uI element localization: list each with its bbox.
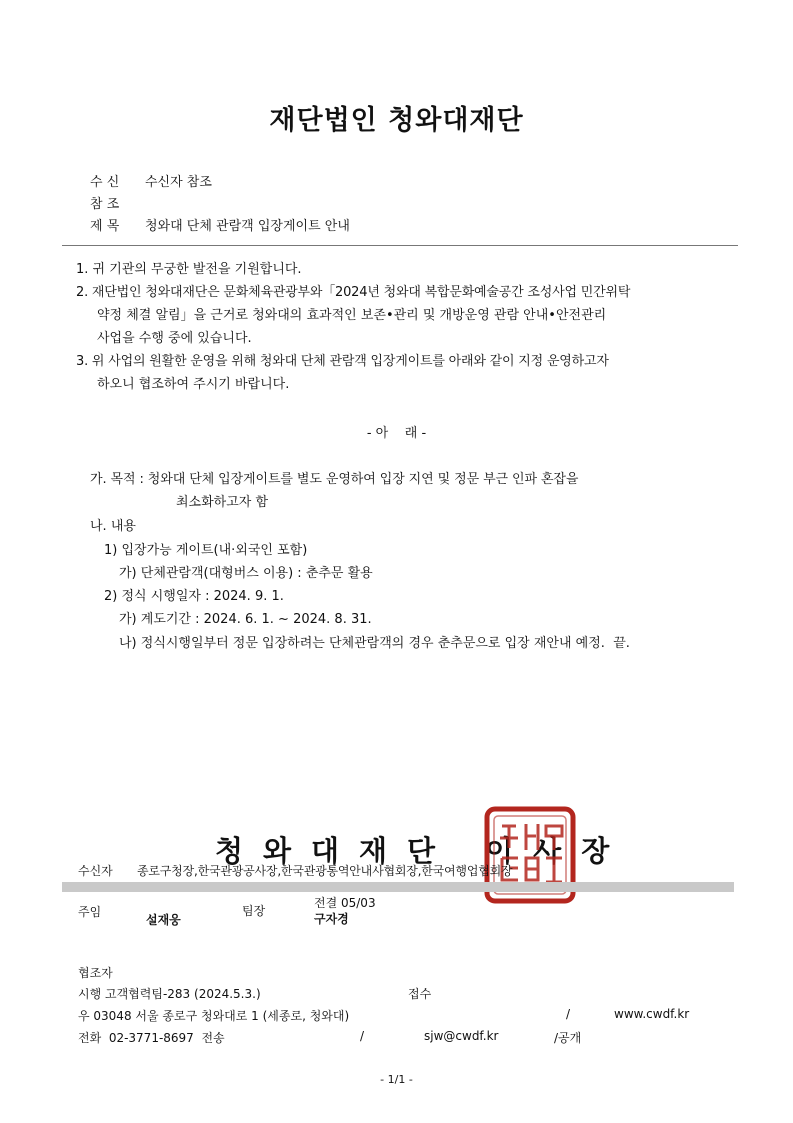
content-item-2b: 나) 정식시행일부터 정문 입장하려는 단체관람객의 경우 춘추문으로 입장 재안내 예정. 끝. [119,636,630,651]
cooperator-label: 협조자 [78,966,113,980]
drafter-label: 주임 [78,905,102,919]
fax-separator: / [360,1029,365,1043]
paragraph-2-line-1: 2. 재단법인 청와대재단은 문화체육관광부와「2024년 청와대 복합문화예술공간 조성사업 민간위탁 [76,285,631,300]
recipient-value: 수신자 참조 [145,175,212,190]
sender-name: 청와대재단 이사장 [215,834,630,868]
subject-value: 청와대 단체 관람객 입장게이트 안내 [145,219,350,234]
content-item-1a: 가) 단체관람객(대형버스 이용) : 춘추문 활용 [119,566,373,581]
recipients-list: 종로구청장,한국관광공사장,한국관광통역안내사협회장,한국여행업협회장 [137,864,513,878]
address: 우 03048 서울 종로구 청와대로 1 (세종로, 청와대) [78,1009,350,1023]
purpose-line-2: 최소화하고자 함 [176,495,269,510]
team-leader-label: 팀장 [242,904,266,918]
recipient-label: 수 신 [90,175,120,190]
final-approver-name: 구자경 [314,912,349,926]
reference-label: 참 조 [90,197,120,212]
recipients-label: 수신자 [78,864,113,878]
content-item-2: 2) 정식 시행일자 : 2024. 9. 1. [104,589,284,604]
header-divider [62,245,738,246]
paragraph-2-line-2: 약정 체결 알림」을 근거로 청와대의 효과적인 보존•관리 및 개방운영 관람 안내•안전관리 [97,308,607,323]
enforcement-info: 시행 고객협력팀-283 (2024.5.3.) [78,987,261,1001]
document-title: 재단법인 청와대재단 [269,105,524,136]
content-heading: 나. 내용 [90,519,136,534]
below-heading: - 아 래 - [366,426,427,441]
purpose-line-1: 가. 목적 : 청와대 단체 입장게이트를 별도 운영하여 입장 지연 및 정문 부근 인파 혼잡을 [90,472,579,487]
drafter-name: 설재웅 [146,913,181,927]
address-separator: / [566,1007,571,1021]
paragraph-1: 1. 귀 기관의 무궁한 발전을 기원합니다. [76,262,302,277]
receipt-label: 접수 [408,987,432,1001]
approval-band [62,882,734,892]
paragraph-3-line-1: 3. 위 사업의 원활한 운영을 위해 청와대 단체 관람객 입장게이트를 아래와 같이 지정 운영하고자 [76,354,609,369]
paragraph-3-line-2: 하오니 협조하여 주시기 바랍니다. [97,377,290,392]
subject-label: 제 목 [90,219,120,234]
phone-fax: 전화 02-3771-8697 전송 [78,1031,225,1045]
homepage-link[interactable]: www.cwdf.kr [614,1007,690,1021]
paragraph-2-line-3: 사업을 수행 중에 있습니다. [97,331,252,346]
email-link[interactable]: sjw@cwdf.kr [424,1029,499,1043]
content-item-1: 1) 입장가능 게이트(내·외국인 포함) [104,543,308,558]
final-approval-label: 전결 05/03 [314,896,376,910]
content-item-2a: 가) 계도기간 : 2024. 6. 1. ~ 2024. 8. 31. [119,612,372,627]
page-number: - 1/1 - [380,1073,413,1086]
disclosure-status: /공개 [554,1031,582,1045]
